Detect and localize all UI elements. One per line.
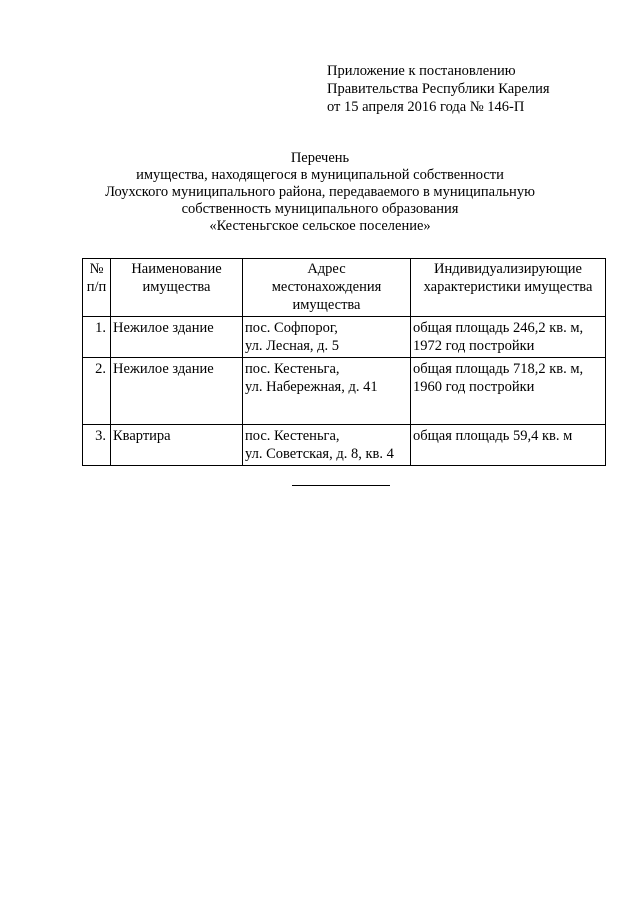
title-line-4: собственность муниципального образования [181, 201, 459, 217]
header-num: № п/п [83, 259, 111, 317]
annex-header [327, 62, 550, 116]
annex-line-2: Правительства Республики Карелия [327, 81, 550, 97]
header-name: Наименование имущества [111, 259, 243, 317]
annex-line-1: Приложение к постановлению [327, 63, 516, 79]
table-header-row [83, 259, 606, 317]
title-line-5: «Кестеньгское сельское поселение» [209, 218, 431, 234]
row-name: Квартира [111, 425, 243, 466]
row-name: Нежилое здание [111, 317, 243, 358]
title-line-3: Лоухского муниципального района, передаваемого в муниципальную [105, 184, 535, 200]
title-line-2: имущества, находящегося в муниципальной собственности [136, 167, 504, 183]
row-characteristics: общая площадь 718,2 кв. м, 1960 год постройки [411, 358, 606, 425]
row-address: пос. Кестеньга, ул. Советская, д. 8, кв. 4 [243, 425, 411, 466]
row-name: Нежилое здание [111, 358, 243, 425]
table-row [83, 425, 606, 466]
row-characteristics: общая площадь 59,4 кв. м [411, 425, 606, 466]
header-address: Адрес местонахождения имущества [243, 259, 411, 317]
closing-divider [292, 485, 390, 486]
title-line-1: Перечень [290, 150, 350, 166]
property-table [82, 258, 606, 466]
header-characteristics: Индивидуализирующие характеристики имущества [411, 259, 606, 317]
row-characteristics: общая площадь 246,2 кв. м, 1972 год постройки [411, 317, 606, 358]
row-num: 3. [83, 425, 111, 466]
row-address: пос. Софпорог, ул. Лесная, д. 5 [243, 317, 411, 358]
document-title [0, 150, 640, 235]
row-num: 1. [83, 317, 111, 358]
table-row [83, 317, 606, 358]
annex-line-3: от 15 апреля 2016 года № 146-П [327, 99, 525, 115]
row-address: пос. Кестеньга, ул. Набережная, д. 41 [243, 358, 411, 425]
table-row [83, 358, 606, 425]
row-num: 2. [83, 358, 111, 425]
